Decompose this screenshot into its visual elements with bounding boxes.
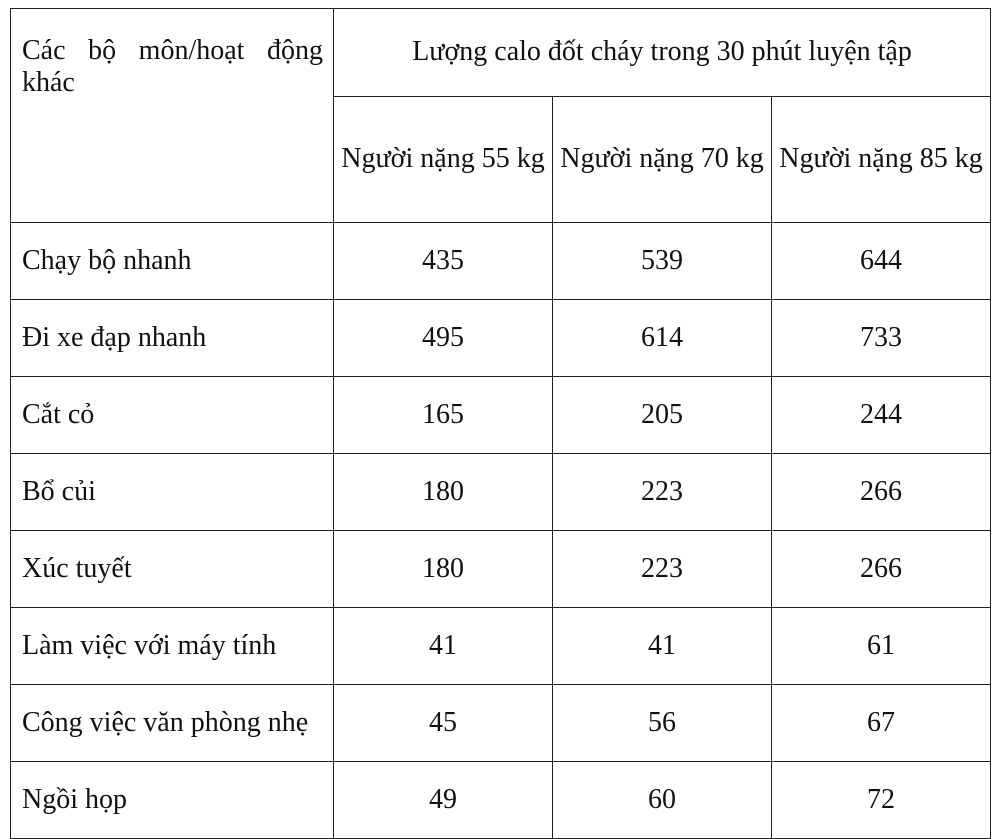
table-row	[11, 762, 991, 839]
activity-cell: Cắt cỏ	[11, 377, 334, 454]
value-cell-55: 435	[334, 223, 553, 300]
header-row-top	[11, 9, 991, 97]
table-row	[11, 608, 991, 685]
value-cell-55: 45	[334, 685, 553, 762]
value-cell-55: 180	[334, 531, 553, 608]
table-row	[11, 300, 991, 377]
activity-cell: Chạy bộ nhanh	[11, 223, 334, 300]
value-cell-70: 614	[553, 300, 772, 377]
value-cell-85: 67	[772, 685, 991, 762]
value-cell-70: 223	[553, 454, 772, 531]
value-cell-55: 495	[334, 300, 553, 377]
weight-70-header: Người nặng 70 kg	[553, 96, 772, 222]
weight-55-header: Người nặng 55 kg	[334, 96, 553, 222]
activity-cell: Làm việc với máy tính	[11, 608, 334, 685]
value-cell-85: 733	[772, 300, 991, 377]
value-cell-55: 180	[334, 454, 553, 531]
calorie-group-header: Lượng calo đốt cháy trong 30 phút luyện tập	[334, 9, 991, 97]
activity-cell: Đi xe đạp nhanh	[11, 300, 334, 377]
table-row	[11, 531, 991, 608]
value-cell-70: 41	[553, 608, 772, 685]
value-cell-85: 72	[772, 762, 991, 839]
weight-85-header: Người nặng 85 kg	[772, 96, 991, 222]
activity-cell: Xúc tuyết	[11, 531, 334, 608]
activity-column-header: Các bộ môn/hoạt động khác	[11, 9, 334, 223]
value-cell-70: 60	[553, 762, 772, 839]
activity-cell: Công việc văn phòng nhẹ	[11, 685, 334, 762]
value-cell-55: 165	[334, 377, 553, 454]
activity-cell: Bổ củi	[11, 454, 334, 531]
table-row	[11, 454, 991, 531]
value-cell-70: 539	[553, 223, 772, 300]
value-cell-85: 266	[772, 454, 991, 531]
value-cell-70: 56	[553, 685, 772, 762]
value-cell-85: 61	[772, 608, 991, 685]
value-cell-85: 244	[772, 377, 991, 454]
value-cell-70: 205	[553, 377, 772, 454]
activity-cell: Ngồi họp	[11, 762, 334, 839]
table-row	[11, 223, 991, 300]
calorie-table	[10, 8, 991, 839]
value-cell-55: 49	[334, 762, 553, 839]
value-cell-70: 223	[553, 531, 772, 608]
table-row	[11, 685, 991, 762]
value-cell-85: 644	[772, 223, 991, 300]
table-row	[11, 377, 991, 454]
value-cell-85: 266	[772, 531, 991, 608]
value-cell-55: 41	[334, 608, 553, 685]
